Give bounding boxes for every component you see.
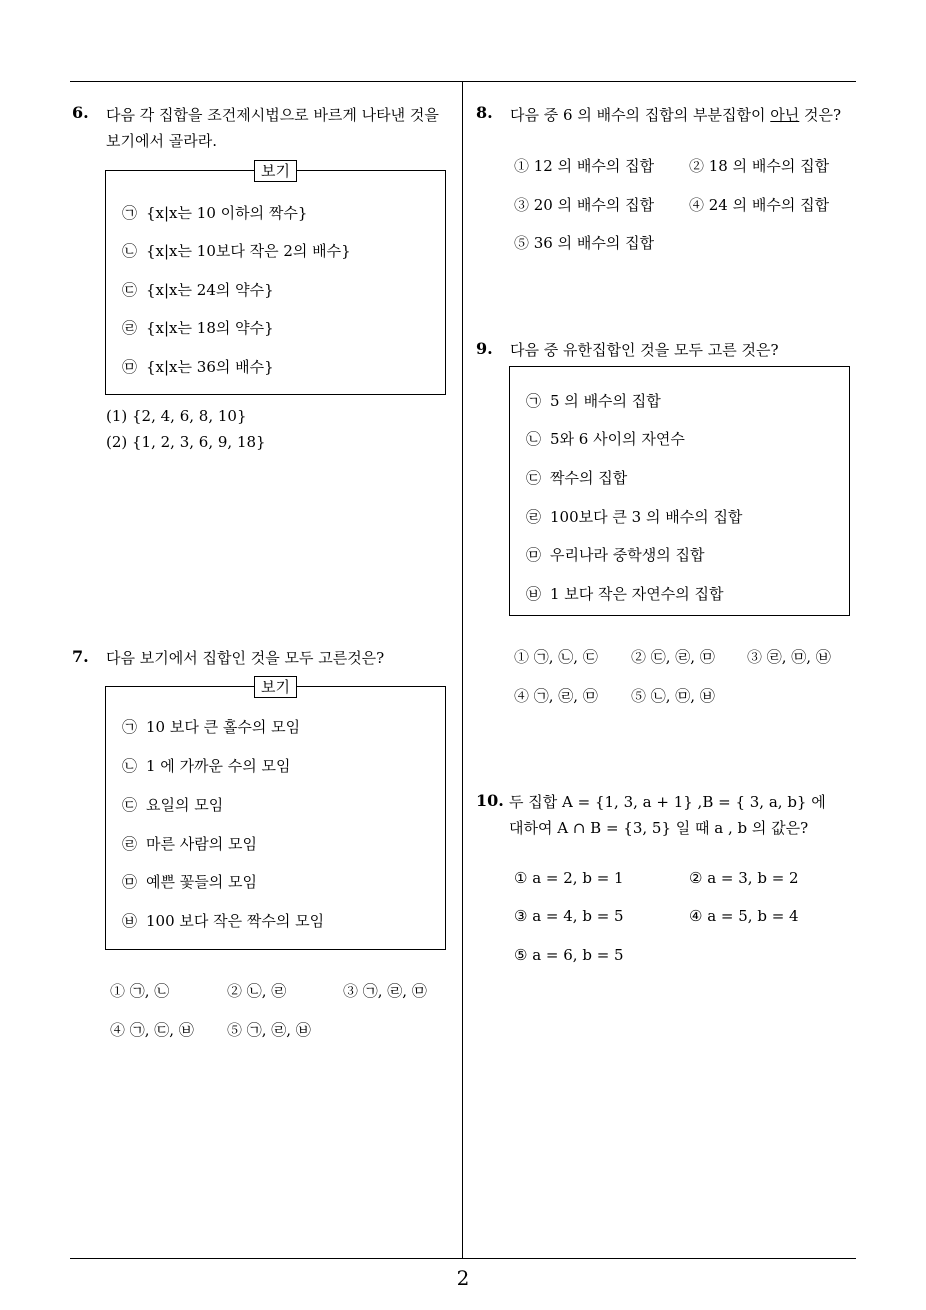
example-item: [122, 794, 223, 816]
item-symbol: ㉤: [122, 358, 138, 376]
question-number: 9.: [476, 339, 493, 358]
item-text: {x|x는 36의 배수}: [146, 358, 274, 376]
column-divider: [462, 82, 463, 1258]
page-number: 2: [456, 1266, 470, 1290]
item-text: 100보다 큰 3 의 배수의 집합: [550, 508, 743, 526]
sub-question-2: (2) {1, 2, 3, 6, 9, 18}: [106, 433, 266, 451]
item-text: 예쁜 꽃들의 모임: [146, 873, 257, 891]
answer-choice-5[interactable]: ⑤ 36 의 배수의 집합: [514, 234, 655, 252]
answer-choice-4[interactable]: ④ a = 5, b = 4: [689, 907, 799, 925]
item-symbol: ㉣: [122, 835, 138, 853]
item-symbol: ㉡: [526, 430, 542, 448]
answer-choice-1[interactable]: ① a = 2, b = 1: [514, 869, 624, 887]
example-item: [122, 202, 307, 224]
answer-choice-4[interactable]: ④ ㉠, ㉢, ㉥: [110, 1021, 194, 1039]
question-text-end: 것은?: [799, 106, 842, 124]
example-item: [526, 583, 724, 605]
item-text: 100 보다 작은 짝수의 모임: [146, 912, 325, 930]
item-symbol: ㉠: [526, 392, 542, 410]
example-item: [122, 755, 291, 777]
answer-choice-4[interactable]: ④ ㉠, ㉣, ㉤: [514, 687, 598, 705]
item-text: {x|x는 24의 약수}: [146, 281, 274, 299]
example-item: [122, 871, 257, 893]
question-number: 10.: [476, 791, 504, 810]
question-text: 다음 중 유한집합인 것을 모두 고른 것은?: [510, 341, 779, 359]
answer-choice-2[interactable]: ② a = 3, b = 2: [689, 869, 799, 887]
item-text: {x|x는 18의 약수}: [146, 319, 274, 337]
item-text: 10 보다 큰 홀수의 모임: [146, 718, 301, 736]
answer-choice-1[interactable]: ① ㉠, ㉡: [110, 982, 170, 1000]
answer-choice-4[interactable]: ④ 24 의 배수의 집합: [689, 196, 830, 214]
item-symbol: ㉡: [122, 242, 138, 260]
question-number: 7.: [72, 647, 89, 666]
item-text: 1 에 가까운 수의 모임: [146, 757, 291, 775]
example-item: [122, 833, 257, 855]
item-symbol: ㉢: [122, 281, 138, 299]
example-item: [122, 716, 300, 738]
top-rule: [70, 81, 856, 82]
answer-choice-5[interactable]: ⑤ ㉡, ㉤, ㉥: [631, 687, 715, 705]
question-text: 다음 보기에서 집합인 것을 모두 고른것은?: [106, 649, 385, 667]
item-symbol: ㉣: [122, 319, 138, 337]
item-text: {x|x는 10 이하의 짝수}: [146, 204, 308, 222]
example-item: [526, 390, 661, 412]
item-text: 마른 사람의 모임: [146, 835, 257, 853]
example-item: [122, 240, 351, 262]
answer-choice-2[interactable]: ② ㉢, ㉣, ㉤: [631, 648, 715, 666]
item-text: 1 보다 작은 자연수의 집합: [550, 585, 724, 603]
item-symbol: ㉤: [122, 873, 138, 891]
item-symbol: ㉠: [122, 718, 138, 736]
example-item: [526, 428, 685, 450]
question-text-line2: 보기에서 골라라.: [106, 132, 217, 150]
item-symbol: ㉥: [122, 912, 138, 930]
question-number: 8.: [476, 103, 493, 122]
answer-choice-5[interactable]: ⑤ ㉠, ㉣, ㉥: [227, 1021, 311, 1039]
item-symbol: ㉤: [526, 546, 542, 564]
example-item: [122, 910, 324, 932]
sub-question-1: (1) {2, 4, 6, 8, 10}: [106, 407, 247, 425]
answer-choice-3[interactable]: ③ ㉣, ㉤, ㉥: [747, 648, 831, 666]
question-text-start: 다음 중 6 의 배수의 집합의 부분집합이: [510, 106, 771, 124]
answer-choice-5[interactable]: ⑤ a = 6, b = 5: [514, 946, 624, 964]
item-symbol: ㉢: [122, 796, 138, 814]
example-box-label: 보기: [254, 676, 297, 698]
question-text: [510, 102, 841, 128]
example-item: [526, 544, 704, 566]
item-symbol: ㉣: [526, 508, 542, 526]
example-box-label: 보기: [254, 160, 297, 182]
answer-choice-3[interactable]: ③ ㉠, ㉣, ㉤: [343, 982, 427, 1000]
emphasized-word: 아닌: [770, 106, 800, 124]
item-symbol: ㉥: [526, 585, 542, 603]
item-text: {x|x는 10보다 작은 2의 배수}: [146, 242, 351, 260]
example-item: [122, 356, 274, 378]
example-item: [526, 467, 627, 489]
example-item: [122, 279, 274, 301]
item-symbol: ㉢: [526, 469, 542, 487]
answer-choice-2[interactable]: ② 18 의 배수의 집합: [689, 157, 830, 175]
item-text: 짝수의 집합: [550, 469, 628, 487]
example-item: [526, 506, 742, 528]
answer-choice-2[interactable]: ② ㉡, ㉣: [227, 982, 287, 1000]
question-text-line1: 다음 각 집합을 조건제시법으로 바르게 나타낸 것을: [106, 106, 439, 124]
bottom-rule: [70, 1258, 856, 1259]
question-text-line2: 대하여 A ∩ B = {3, 5} 일 때 a , b 의 값은?: [509, 819, 809, 837]
answer-choice-1[interactable]: ① 12 의 배수의 집합: [514, 157, 655, 175]
answer-choice-3[interactable]: ③ a = 4, b = 5: [514, 907, 624, 925]
question-number: 6.: [72, 103, 89, 122]
example-item: [122, 317, 274, 339]
question-text-line1: 두 집합 A = {1, 3, a + 1} ,B = { 3, a, b} 에: [509, 793, 826, 811]
answer-choice-3[interactable]: ③ 20 의 배수의 집합: [514, 196, 655, 214]
item-symbol: ㉠: [122, 204, 138, 222]
item-text: 우리나라 중학생의 집합: [550, 546, 705, 564]
item-text: 요일의 모임: [146, 796, 224, 814]
item-symbol: ㉡: [122, 757, 138, 775]
answer-choice-1[interactable]: ① ㉠, ㉡, ㉢: [514, 648, 598, 666]
item-text: 5 의 배수의 집합: [550, 392, 661, 410]
item-text: 5와 6 사이의 자연수: [550, 430, 685, 448]
